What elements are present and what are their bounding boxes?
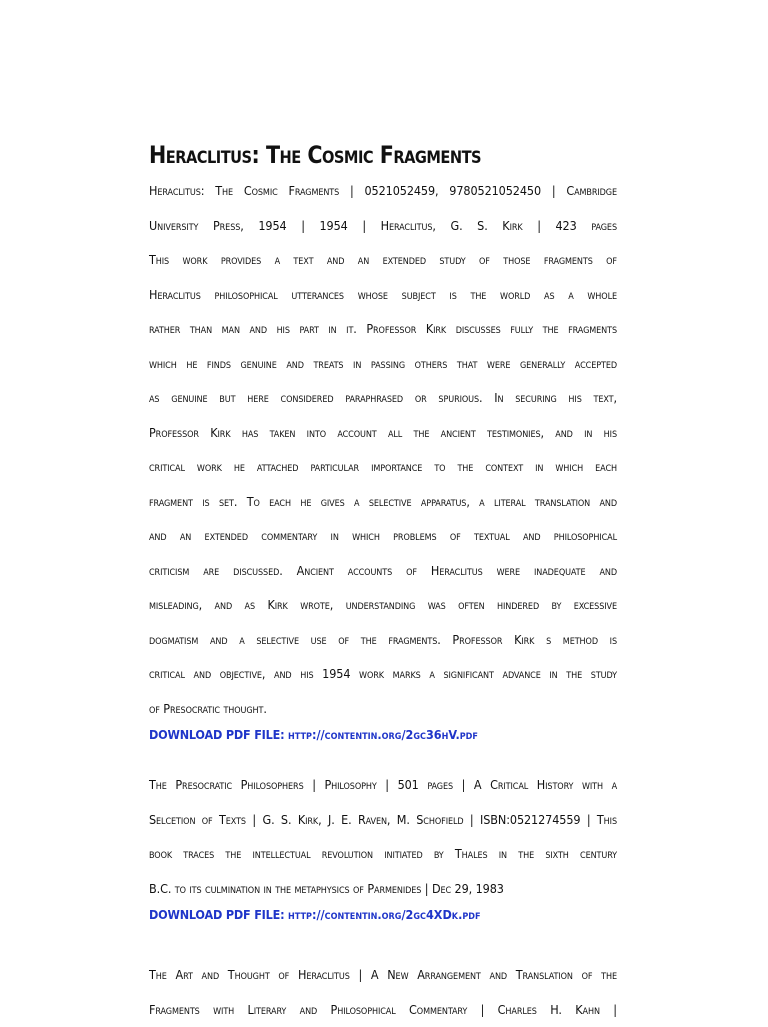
- download-link-row: [149, 726, 617, 744]
- description-line: and an extended commentary in which problems of textual and philosophical: [149, 519, 617, 554]
- download-label: DOWNLOAD PDF FILE:: [149, 907, 284, 922]
- description-line: dogmatism and a selective use of the fragments. Professor Kirk s method is: [149, 623, 617, 658]
- download-label: DOWNLOAD PDF FILE:: [149, 727, 284, 742]
- description-line: as genuine but here considered paraphrased or spurious. In securing his text,: [149, 381, 617, 416]
- book-metadata: [149, 174, 617, 243]
- download-pdf-link[interactable]: http://contentin.org/2gc36hV.pdf: [288, 727, 478, 742]
- book-description: [149, 243, 617, 726]
- description-line: critical work he attached particular importance to the context in which each: [149, 450, 617, 485]
- entry-line: The Presocratic Philosophers | Philosophy | 501 pages | A Critical History with a: [149, 768, 617, 803]
- description-line: misleading, and as Kirk wrote, understanding was often hindered by excessive: [149, 588, 617, 623]
- description-line: critical and objective, and his 1954 work marks a significant advance in the study: [149, 657, 617, 692]
- description-line: of Presocratic thought.: [149, 692, 617, 727]
- download-link-row: [149, 906, 617, 924]
- document-title: Heraclitus: The Cosmic Fragments: [149, 138, 551, 172]
- document-page: [149, 138, 617, 1027]
- description-line: Heraclitus philosophical utterances whose subject is the world as a whole: [149, 278, 617, 313]
- entry-line: B.C. to its culmination in the metaphysics of Parmenides | Dec 29, 1983: [149, 872, 617, 907]
- book-metadata-line: University Press, 1954 | 1954 | Heraclitus, G. S. Kirk | 423 pages: [149, 209, 617, 244]
- description-line: fragment is set. To each he gives a selective apparatus, a literal translation and: [149, 485, 617, 520]
- description-line: Professor Kirk has taken into account all the ancient testimonies, and in his: [149, 416, 617, 451]
- related-book-entry: [149, 958, 617, 1027]
- entry-line: Selcetion of Texts | G. S. Kirk, J. E. Raven, M. Schofield | ISBN:0521274559 | This: [149, 803, 617, 838]
- entry-line: The Art and Thought of Heraclitus | A New Arrangement and Translation of the: [149, 958, 617, 993]
- description-line: This work provides a text and an extended study of those fragments of: [149, 243, 617, 278]
- download-pdf-link[interactable]: http://contentin.org/2gc4XDk.pdf: [288, 907, 481, 922]
- related-book-entry: [149, 768, 617, 906]
- description-line: criticism are discussed. Ancient accounts of Heraclitus were inadequate and: [149, 554, 617, 589]
- description-line: rather than man and his part in it. Professor Kirk discusses fully the fragments: [149, 312, 617, 347]
- entry-line: book traces the intellectual revolution initiated by Thales in the sixth century: [149, 837, 617, 872]
- book-metadata-line: Heraclitus: The Cosmic Fragments | 0521052459, 9780521052450 | Cambridge: [149, 174, 617, 209]
- description-line: which he finds genuine and treats in passing others that were generally accepted: [149, 347, 617, 382]
- entry-line: Fragments with Literary and Philosophical Commentary | Charles H. Kahn |: [149, 993, 617, 1027]
